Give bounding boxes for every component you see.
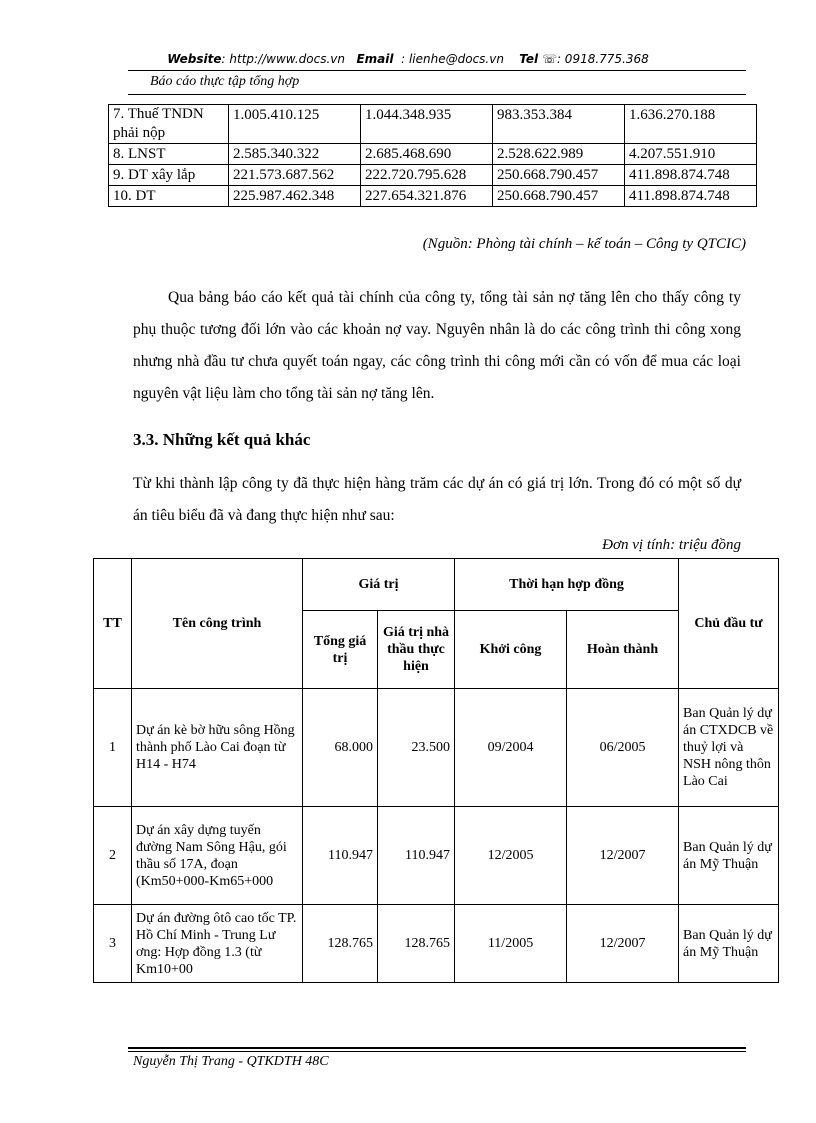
cell-owner: Ban Quản lý dự án CTXDCB về thuỷ lợi và NSH nông thôn Lào Cai xyxy=(679,689,779,807)
col-header-tt: TT xyxy=(94,559,132,689)
cell-finish: 06/2005 xyxy=(567,689,679,807)
header-divider xyxy=(128,70,746,71)
row-value: 225.987.462.348 xyxy=(229,186,361,207)
section-heading: 3.3. Những kết quả khác xyxy=(133,430,311,449)
col-header-owner: Chủ đầu tư xyxy=(679,559,779,689)
tel-label: Tel xyxy=(519,52,539,66)
header-divider xyxy=(128,94,746,95)
row-value: 2.585.340.322 xyxy=(229,144,361,165)
projects-table xyxy=(93,558,779,983)
table-row xyxy=(94,689,779,807)
cell-finish: 12/2007 xyxy=(567,807,679,905)
report-subtitle: Báo cáo thực tập tổng hợp xyxy=(150,74,300,89)
cell-tt: 2 xyxy=(94,807,132,905)
phone-icon: ☏ xyxy=(541,52,557,66)
analysis-paragraph: Qua bảng báo cáo kết quả tài chính của công ty, tổng tài sản nợ tăng lên cho thấy công ty phụ thuộc tương đối lớn vào các khoản nợ vay. Nguyên nhân là do các công trình thi công xong nhưng nhà đầu tư chưa quyết toán ngay, các công trình thi công mới cần có vốn để mua các loại nguyên vật liệu làm cho tổng tài sản nợ tăng lên. xyxy=(133,289,741,402)
row-label: 7. Thuế TNDN phải nộp xyxy=(109,105,229,144)
source-note: (Nguồn: Phòng tài chính – kế toán – Công ty QTCIC) xyxy=(422,236,746,252)
col-header-total-value: Tổng giá trị xyxy=(303,611,378,689)
row-value: 983.353.384 xyxy=(493,105,625,144)
finance-table xyxy=(108,104,757,207)
row-value: 2.528.622.989 xyxy=(493,144,625,165)
unit-note: Đơn vị tính: triệu đồng xyxy=(602,537,741,553)
col-header-value-group: Giá trị xyxy=(303,559,455,611)
row-label: 8. LNST xyxy=(109,144,229,165)
table-row xyxy=(109,105,757,144)
cell-tt: 1 xyxy=(94,689,132,807)
cell-contractor: 110.947 xyxy=(378,807,455,905)
cell-tt: 3 xyxy=(94,905,132,983)
table-row xyxy=(109,144,757,165)
row-label: 10. DT xyxy=(109,186,229,207)
col-header-start: Khởi công xyxy=(455,611,567,689)
row-value: 1.005.410.125 xyxy=(229,105,361,144)
email-label: Email xyxy=(356,52,394,66)
col-header-finish: Hoàn thành xyxy=(567,611,679,689)
cell-finish: 12/2007 xyxy=(567,905,679,983)
row-value: 222.720.795.628 xyxy=(361,165,493,186)
website-label: Website xyxy=(167,52,222,66)
col-header-name: Tên công trình xyxy=(132,559,303,689)
table-row xyxy=(94,807,779,905)
row-value: 227.654.321.876 xyxy=(361,186,493,207)
row-value: 2.685.468.690 xyxy=(361,144,493,165)
table-row xyxy=(94,905,779,983)
page-header xyxy=(0,52,816,66)
tel-value: : 0918.775.368 xyxy=(556,52,649,66)
cell-start: 12/2005 xyxy=(455,807,567,905)
row-value: 250.668.790.457 xyxy=(493,186,625,207)
table-row xyxy=(109,186,757,207)
cell-name: Dự án đường ôtô cao tốc TP. Hồ Chí Minh - Trung Lư ơng: Hợp đồng 1.3 (từ Km10+00 xyxy=(132,905,303,983)
row-value: 411.898.874.748 xyxy=(625,186,757,207)
footer-divider xyxy=(128,1047,746,1049)
row-label: 9. DT xây lắp xyxy=(109,165,229,186)
intro-paragraph: Từ khi thành lập công ty đã thực hiện hàng trăm các dự án có giá trị lớn. Trong đó có một số dự án tiêu biểu đã và đang thực hiện như sau: xyxy=(133,475,741,524)
row-value: 221.573.687.562 xyxy=(229,165,361,186)
footer-author: Nguyễn Thị Trang - QTKDTH 48C xyxy=(133,1054,329,1069)
row-value: 1.044.348.935 xyxy=(361,105,493,144)
row-value: 250.668.790.457 xyxy=(493,165,625,186)
footer-divider xyxy=(128,1051,746,1052)
row-value: 1.636.270.188 xyxy=(625,105,757,144)
cell-contractor: 128.765 xyxy=(378,905,455,983)
cell-start: 11/2005 xyxy=(455,905,567,983)
row-value: 4.207.551.910 xyxy=(625,144,757,165)
cell-total: 68.000 xyxy=(303,689,378,807)
cell-owner: Ban Quản lý dự án Mỹ Thuận xyxy=(679,807,779,905)
col-header-contractor-value: Giá trị nhà thầu thực hiện xyxy=(378,611,455,689)
cell-total: 110.947 xyxy=(303,807,378,905)
cell-contractor: 23.500 xyxy=(378,689,455,807)
cell-name: Dự án kè bờ hữu sông Hồng thành phố Lào Cai đoạn từ H14 - H74 xyxy=(132,689,303,807)
email-value: : lienhe@docs.vn xyxy=(401,52,504,66)
website-value: : http://www.docs.vn xyxy=(221,52,345,66)
row-value: 411.898.874.748 xyxy=(625,165,757,186)
cell-start: 09/2004 xyxy=(455,689,567,807)
cell-owner: Ban Quản lý dự án Mỹ Thuận xyxy=(679,905,779,983)
table-row xyxy=(109,165,757,186)
cell-total: 128.765 xyxy=(303,905,378,983)
cell-name: Dự án xây dựng tuyến đường Nam Sông Hậu, gói thầu số 17A, đoạn (Km50+000-Km65+000 xyxy=(132,807,303,905)
col-header-term-group: Thời hạn hợp đồng xyxy=(455,559,679,611)
